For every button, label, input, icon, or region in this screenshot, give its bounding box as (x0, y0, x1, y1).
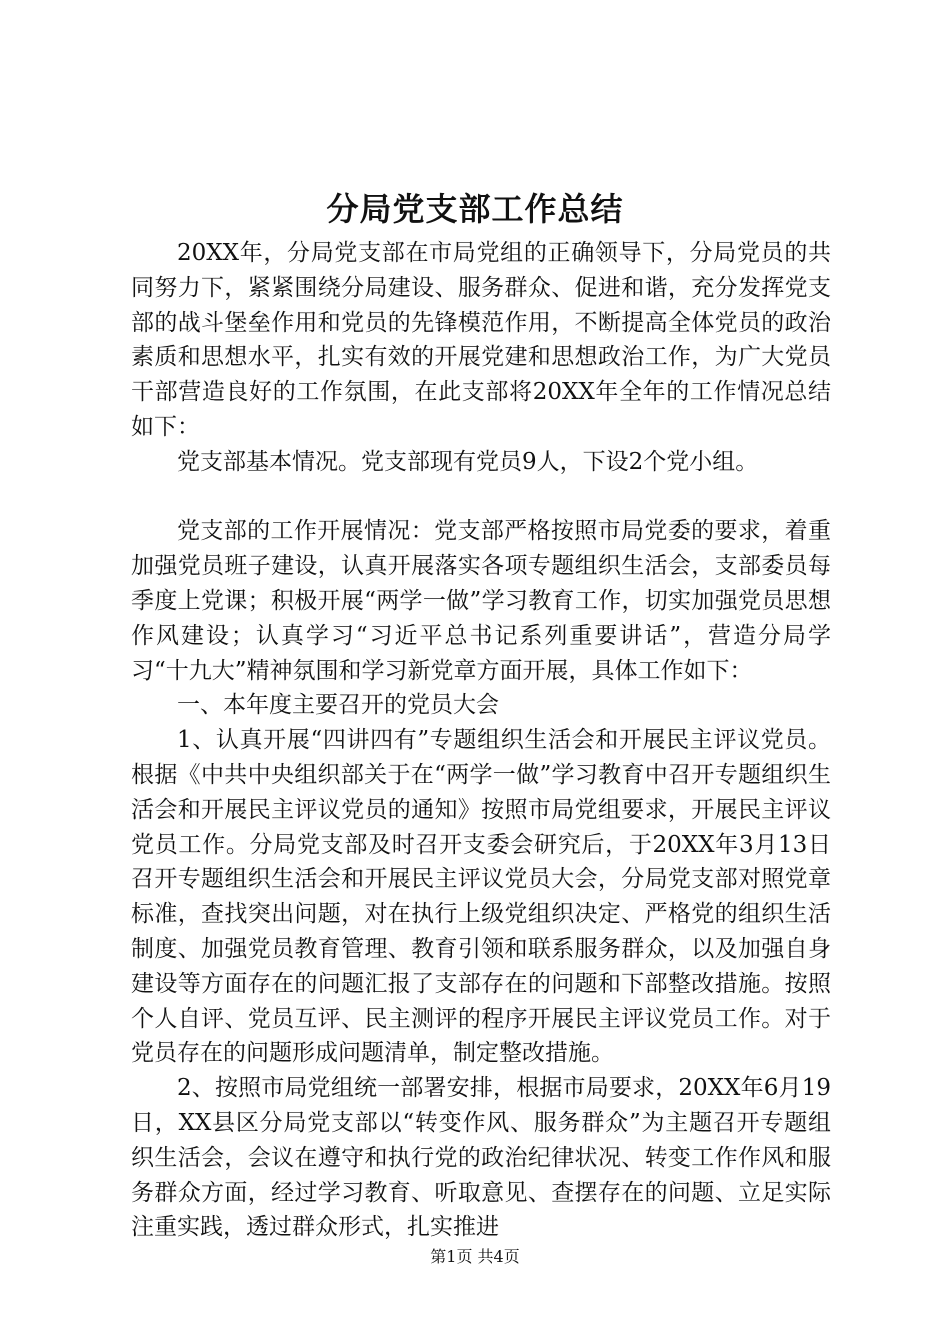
document-title: 分局党支部工作总结 (326, 190, 624, 228)
document-body (131, 236, 831, 1245)
section-heading: 一、本年度主要召开的党员大会 (177, 692, 499, 719)
basic-info-paragraph: 党支部基本情况。党支部现有党员9人，下设2个党小组。 (177, 448, 759, 475)
intro-paragraph: 20XX年，分局党支部在市局党组的正确领导下，分局党员的共同努力下，紧紧围绕分局建设、服务群众、促进和谐，充分发挥党支部的战斗堡垒作用和党员的先锋模范作用，不断提高全体党员的政治素质和思想水平，扎实有效的开展党建和思想政治工作，为广大党员干部营造良好的工作氛围，在此支部将20XX年全年的工作情况总结如下： (131, 240, 831, 440)
item-2-paragraph: 2、按照市局党组统一部署安排，根据市局要求，20XX年6月19日，XX县区分局党支部以“转变作风、服务群众”为主题召开专题组织生活会，会议在遵守和执行党的政治纪律状况、转变工作作风和服务群众方面，经过学习教育、听取意见、查摆存在的问题、立足实际注重实践，透过群众形式，扎实推进 (131, 1075, 831, 1241)
item-1-paragraph: 1、认真开展“四讲四有”专题组织生活会和开展民主评议党员。根据《中共中央组织部关于在“两学一做”学习教育中召开专题组织生活会和开展民主评议党员的通知》按照市局党组要求，开展民主评议党员工作。分局党支部及时召开支委会研究后，于20XX年3月13日召开专题组织生活会和开展民主评议党员大会，分局党支部对照党章标准，查找突出问题，对在执行上级党组织决定、严格党的组织生活制度、加强党员教育管理、教育引领和联系服务群众，以及加强自身建设等方面存在的问题汇报了支部存在的问题和下部整改措施。按照个人自评、党员互评、民主测评的程序开展民主评议党员工作。对于党员存在的问题形成问题清单，制定整改措施。 (131, 727, 831, 1067)
page-footer: 第1页 共4页 (430, 1247, 520, 1266)
work-overview-paragraph: 党支部的工作开展情况：党支部严格按照市局党委的要求，着重加强党员班子建设，认真开展落实各项专题组织生活会，支部委员每季度上党课；积极开展“两学一做”学习教育工作，切实加强党员思想作风建设；认真学习“习近平总书记系列重要讲话”，营造分局学习“十九大”精神氛围和学习新党章方面开展，具体工作如下： (131, 518, 831, 684)
